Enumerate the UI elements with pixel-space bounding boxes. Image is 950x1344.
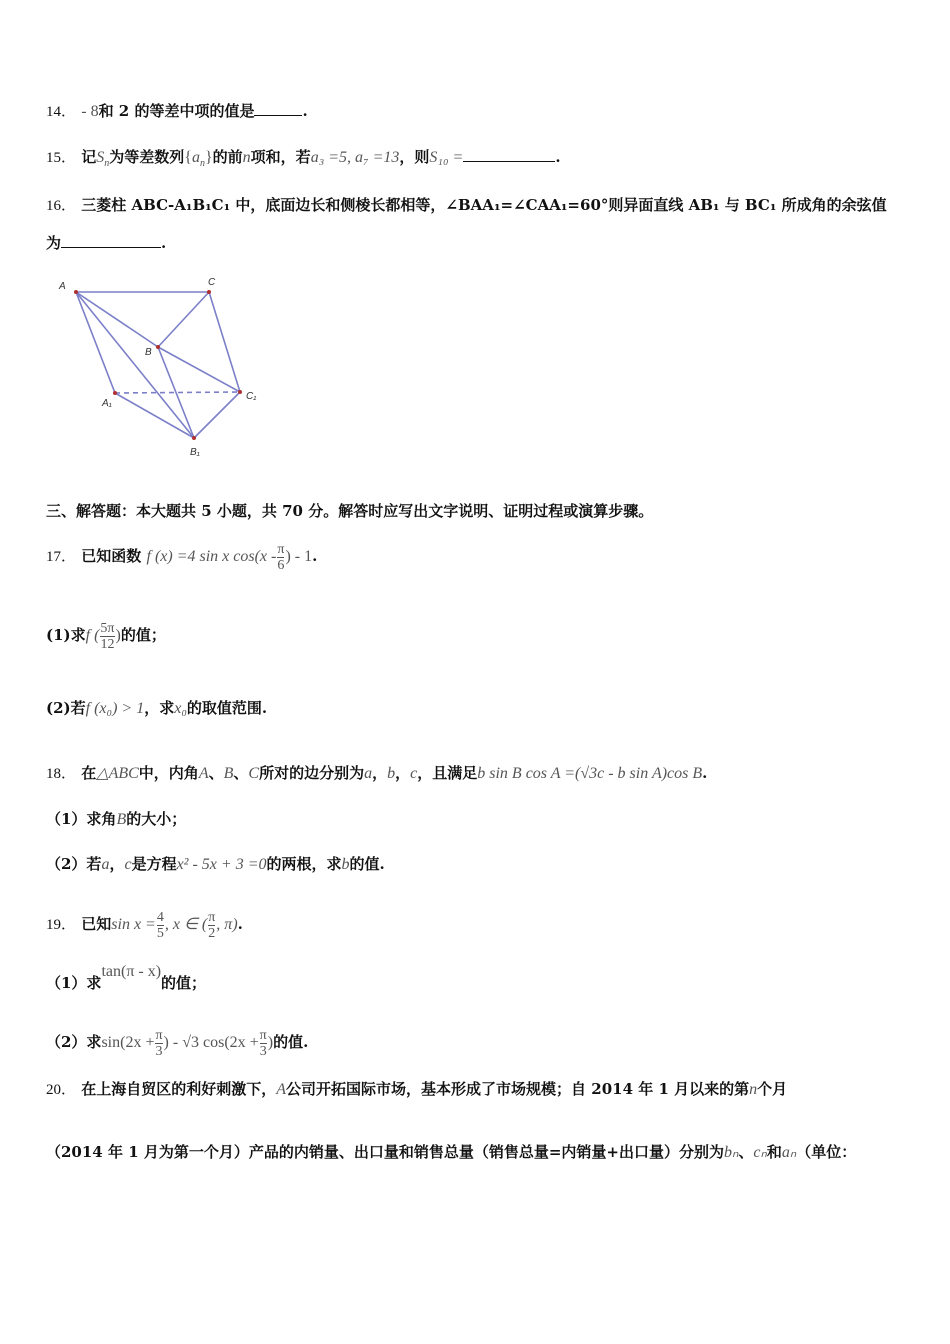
q19-p2-pi-over-3-a	[155, 1028, 162, 1059]
q20-and: 和	[766, 1143, 782, 1161]
q18-text-4: ，且满足	[417, 764, 478, 782]
q17-p1-close: )	[115, 627, 121, 644]
q20-sep: 、	[738, 1143, 754, 1161]
q18-c: c	[410, 765, 418, 782]
q18-p2-sep: ，	[109, 855, 125, 873]
q15-text-5: ，则	[399, 148, 430, 166]
q15-text-2: 为等差数列	[109, 148, 185, 166]
q18-line	[46, 762, 707, 785]
edge-A1C1-dashed	[115, 392, 240, 393]
q15-answer-blank	[463, 147, 555, 162]
q17-number: 17．	[46, 549, 77, 565]
q20-n: n	[749, 1081, 758, 1098]
q19-numerator: 4	[156, 909, 164, 925]
vertex-B1	[192, 436, 196, 440]
q18-p1-B: B	[116, 811, 127, 828]
q18-p2-text: （2）若	[46, 855, 102, 873]
q20-number: 20．	[46, 1082, 77, 1098]
q18-part1	[46, 808, 186, 831]
q17-p2-text: ，求	[144, 699, 175, 717]
q17-text: 已知函数	[81, 547, 142, 565]
q17-part1	[46, 615, 166, 655]
q18-text-2: 中，内角	[138, 764, 199, 782]
q17-pi-over-6	[277, 542, 284, 573]
q19-text: 已知	[81, 915, 112, 933]
vertex-B	[156, 345, 160, 349]
q19-end: .	[237, 915, 243, 933]
q17-part2	[46, 697, 267, 720]
q19-line	[46, 904, 243, 944]
q16-end: .	[161, 234, 167, 252]
q17-six: 6	[277, 557, 285, 573]
q20-cn: cₙ	[753, 1144, 767, 1161]
q20-an: aₙ	[781, 1144, 797, 1161]
q19-p2-pi-2: π	[259, 1027, 267, 1043]
q17-p1-numerator: 5π	[100, 620, 115, 636]
q18-p2-a: a	[101, 856, 110, 873]
q15-seq-sub: n	[199, 158, 205, 169]
q17-p2-end: 的取值范围.	[186, 699, 268, 717]
label-B: B	[145, 347, 152, 358]
q17-p1-denominator: 12	[100, 636, 115, 652]
q16-answer-blank	[61, 233, 161, 248]
q18-sep-1: 、	[208, 764, 224, 782]
q15-line	[46, 146, 561, 175]
q15-n: n	[242, 149, 251, 166]
q15-text-3: 的前	[212, 148, 243, 166]
q18-comma-2: ，	[395, 764, 411, 782]
q17-p2-condition: f (x₀) > 1	[85, 700, 145, 717]
q18-text-3: 所对的边分别为	[259, 764, 365, 782]
q19-sinx: sin x =	[111, 916, 156, 933]
q20-text-1: 在上海自贸区的利好刺激下，	[81, 1080, 277, 1098]
q19-part1	[46, 963, 207, 995]
q15-seq-brace: {	[184, 149, 192, 166]
q15-text-1: 记	[81, 148, 97, 166]
q18-a: a	[364, 765, 373, 782]
q17-p1-fraction	[100, 621, 114, 652]
q15-seq-brace-close: }	[204, 149, 213, 166]
q20-text-3: 个月	[757, 1080, 788, 1098]
q20-line-2	[46, 1141, 856, 1164]
q19-p2-expr-c: )	[267, 1034, 274, 1051]
q19-interval-open: , x ∈ (	[164, 916, 208, 933]
q18-p1-end: 的大小；	[126, 810, 187, 828]
q19-p2-three-1: 3	[155, 1043, 163, 1059]
q18-part2	[46, 853, 385, 876]
q18-p2-end: 的值.	[349, 855, 385, 873]
q17-pi: π	[277, 541, 285, 557]
q19-p2-pi-over-3-b	[260, 1028, 267, 1059]
edge-B1C1	[194, 392, 240, 438]
q14-number: 14．	[46, 104, 77, 120]
vertex-C	[207, 290, 211, 294]
q18-text-1: 在	[81, 764, 97, 782]
q18-triangle: △ABC	[96, 765, 139, 782]
section-3-heading: 三、解答题：本大题共 5 小题，共 70 分。解答时应写出文字说明、证明过程或演算步骤。	[46, 502, 654, 520]
q18-p1-text: （1）求角	[46, 810, 117, 828]
q17-p2-label: (2)若	[46, 699, 86, 717]
q18-comma-1: ，	[372, 764, 388, 782]
q19-two: 2	[208, 925, 216, 941]
q18-p2-text-2: 是方程	[131, 855, 177, 873]
q16-line-1	[46, 194, 887, 217]
q16-text-1: 三菱柱 ABC-A₁B₁C₁ 中，底面边长和侧棱长都相等，	[81, 196, 446, 214]
vertex-A1	[113, 391, 117, 395]
q14-answer-blank	[254, 101, 302, 116]
q19-part2	[46, 1022, 308, 1062]
q15-S-sub: n	[104, 158, 110, 169]
q15-number: 15．	[46, 150, 77, 166]
edge-AA1	[76, 292, 115, 393]
q18-p2-b: b	[341, 856, 350, 873]
q19-pi: π	[208, 909, 216, 925]
q19-number: 19．	[46, 917, 77, 933]
q15-seq: a	[191, 149, 200, 166]
vertex-C1	[238, 390, 242, 394]
q17-p1-f: f (	[85, 627, 100, 644]
q19-p2-text: （2）求	[46, 1033, 102, 1051]
label-A: A	[59, 281, 66, 292]
q18-C: C	[248, 765, 260, 782]
q17-line	[46, 538, 317, 574]
edge-A1B1	[115, 393, 194, 438]
q14-end: .	[302, 102, 308, 120]
edge-AB1	[76, 292, 194, 438]
q16-line-2	[46, 232, 166, 254]
q19-p2-end: 的值.	[273, 1033, 309, 1051]
q14-expr: - 8	[81, 103, 99, 120]
q20-line-1	[46, 1078, 787, 1101]
label-A1: A₁	[102, 398, 112, 409]
q18-sep-2: 、	[233, 764, 249, 782]
q17-func-rhs: ) - 1	[285, 548, 313, 565]
vertex-A	[74, 290, 78, 294]
q16-number: 16．	[46, 198, 77, 214]
q14-line	[46, 100, 308, 123]
q15-S: S	[96, 149, 105, 166]
q19-p2-expr-a: sin(2x +	[101, 1034, 155, 1051]
q15-end: .	[555, 148, 561, 166]
q19-fraction-4-5	[157, 910, 164, 941]
q20-text-2: 公司开拓国际市场，基本形成了市场规模；自 2014 年 1 月以来的第	[286, 1080, 750, 1098]
q18-equation: b sin B cos A =(√3c - b sin A)cos B	[477, 765, 703, 782]
q15-condition: a₃ =5, a₇ =13	[310, 149, 400, 166]
q17-func-lhs: f (x) =4 sin x cos(x -	[146, 548, 277, 565]
q17-p1-text: 的值；	[120, 626, 166, 644]
prism-figure	[50, 270, 280, 460]
q19-p1-end: 的值；	[161, 974, 207, 992]
label-C1: C₁	[246, 391, 257, 402]
q20-unit: （单位：	[796, 1143, 857, 1161]
q17-end: .	[312, 547, 318, 565]
q19-interval-close: , π)	[216, 916, 238, 933]
q18-B: B	[223, 765, 234, 782]
label-B1: B₁	[190, 447, 200, 458]
q16-angles: ∠BAA₁=∠CAA₁=60°则异面直线 AB₁ 与 BC₁ 所成角的余弦值	[445, 196, 887, 214]
q18-p2-text-3: 的两根，求	[266, 855, 342, 873]
q20-text-4: （2014 年 1 月为第一个月）产品的内销量、出口量和销售总量（销售总量=内销量+出口量）分别为	[46, 1143, 724, 1161]
q20-A: A	[276, 1081, 287, 1098]
q19-p2-expr-b: ) - √3 cos(2x +	[163, 1034, 259, 1051]
q16-text-2: 为	[46, 234, 62, 252]
q14-text: 和 2 的等差中项的值是	[98, 102, 255, 120]
q19-p2-pi-1: π	[155, 1027, 163, 1043]
q20-bn: bₙ	[724, 1144, 739, 1161]
q18-b: b	[387, 765, 396, 782]
q18-number: 18．	[46, 766, 77, 782]
q19-denominator: 5	[156, 925, 164, 941]
q18-A: A	[198, 765, 209, 782]
q19-p2-three-2: 3	[259, 1043, 267, 1059]
q19-p1-text: （1）求	[46, 974, 102, 992]
edge-CB	[158, 292, 209, 347]
q17-p1-label: (1)求	[46, 626, 86, 644]
q19-pi-over-2	[208, 910, 215, 941]
edge-AB	[76, 292, 158, 347]
q15-text-4: 项和，若	[250, 148, 311, 166]
q18-p2-c: c	[124, 856, 132, 873]
q18-end: .	[702, 764, 708, 782]
q15-S10: S₁₀ =	[429, 149, 464, 166]
label-C: C	[208, 277, 216, 288]
q19-p1-expr: tan(π - x)	[101, 963, 162, 980]
q18-p2-equation: x² - 5x + 3 =0	[176, 856, 267, 873]
q17-p2-x0: x₀	[174, 700, 187, 717]
